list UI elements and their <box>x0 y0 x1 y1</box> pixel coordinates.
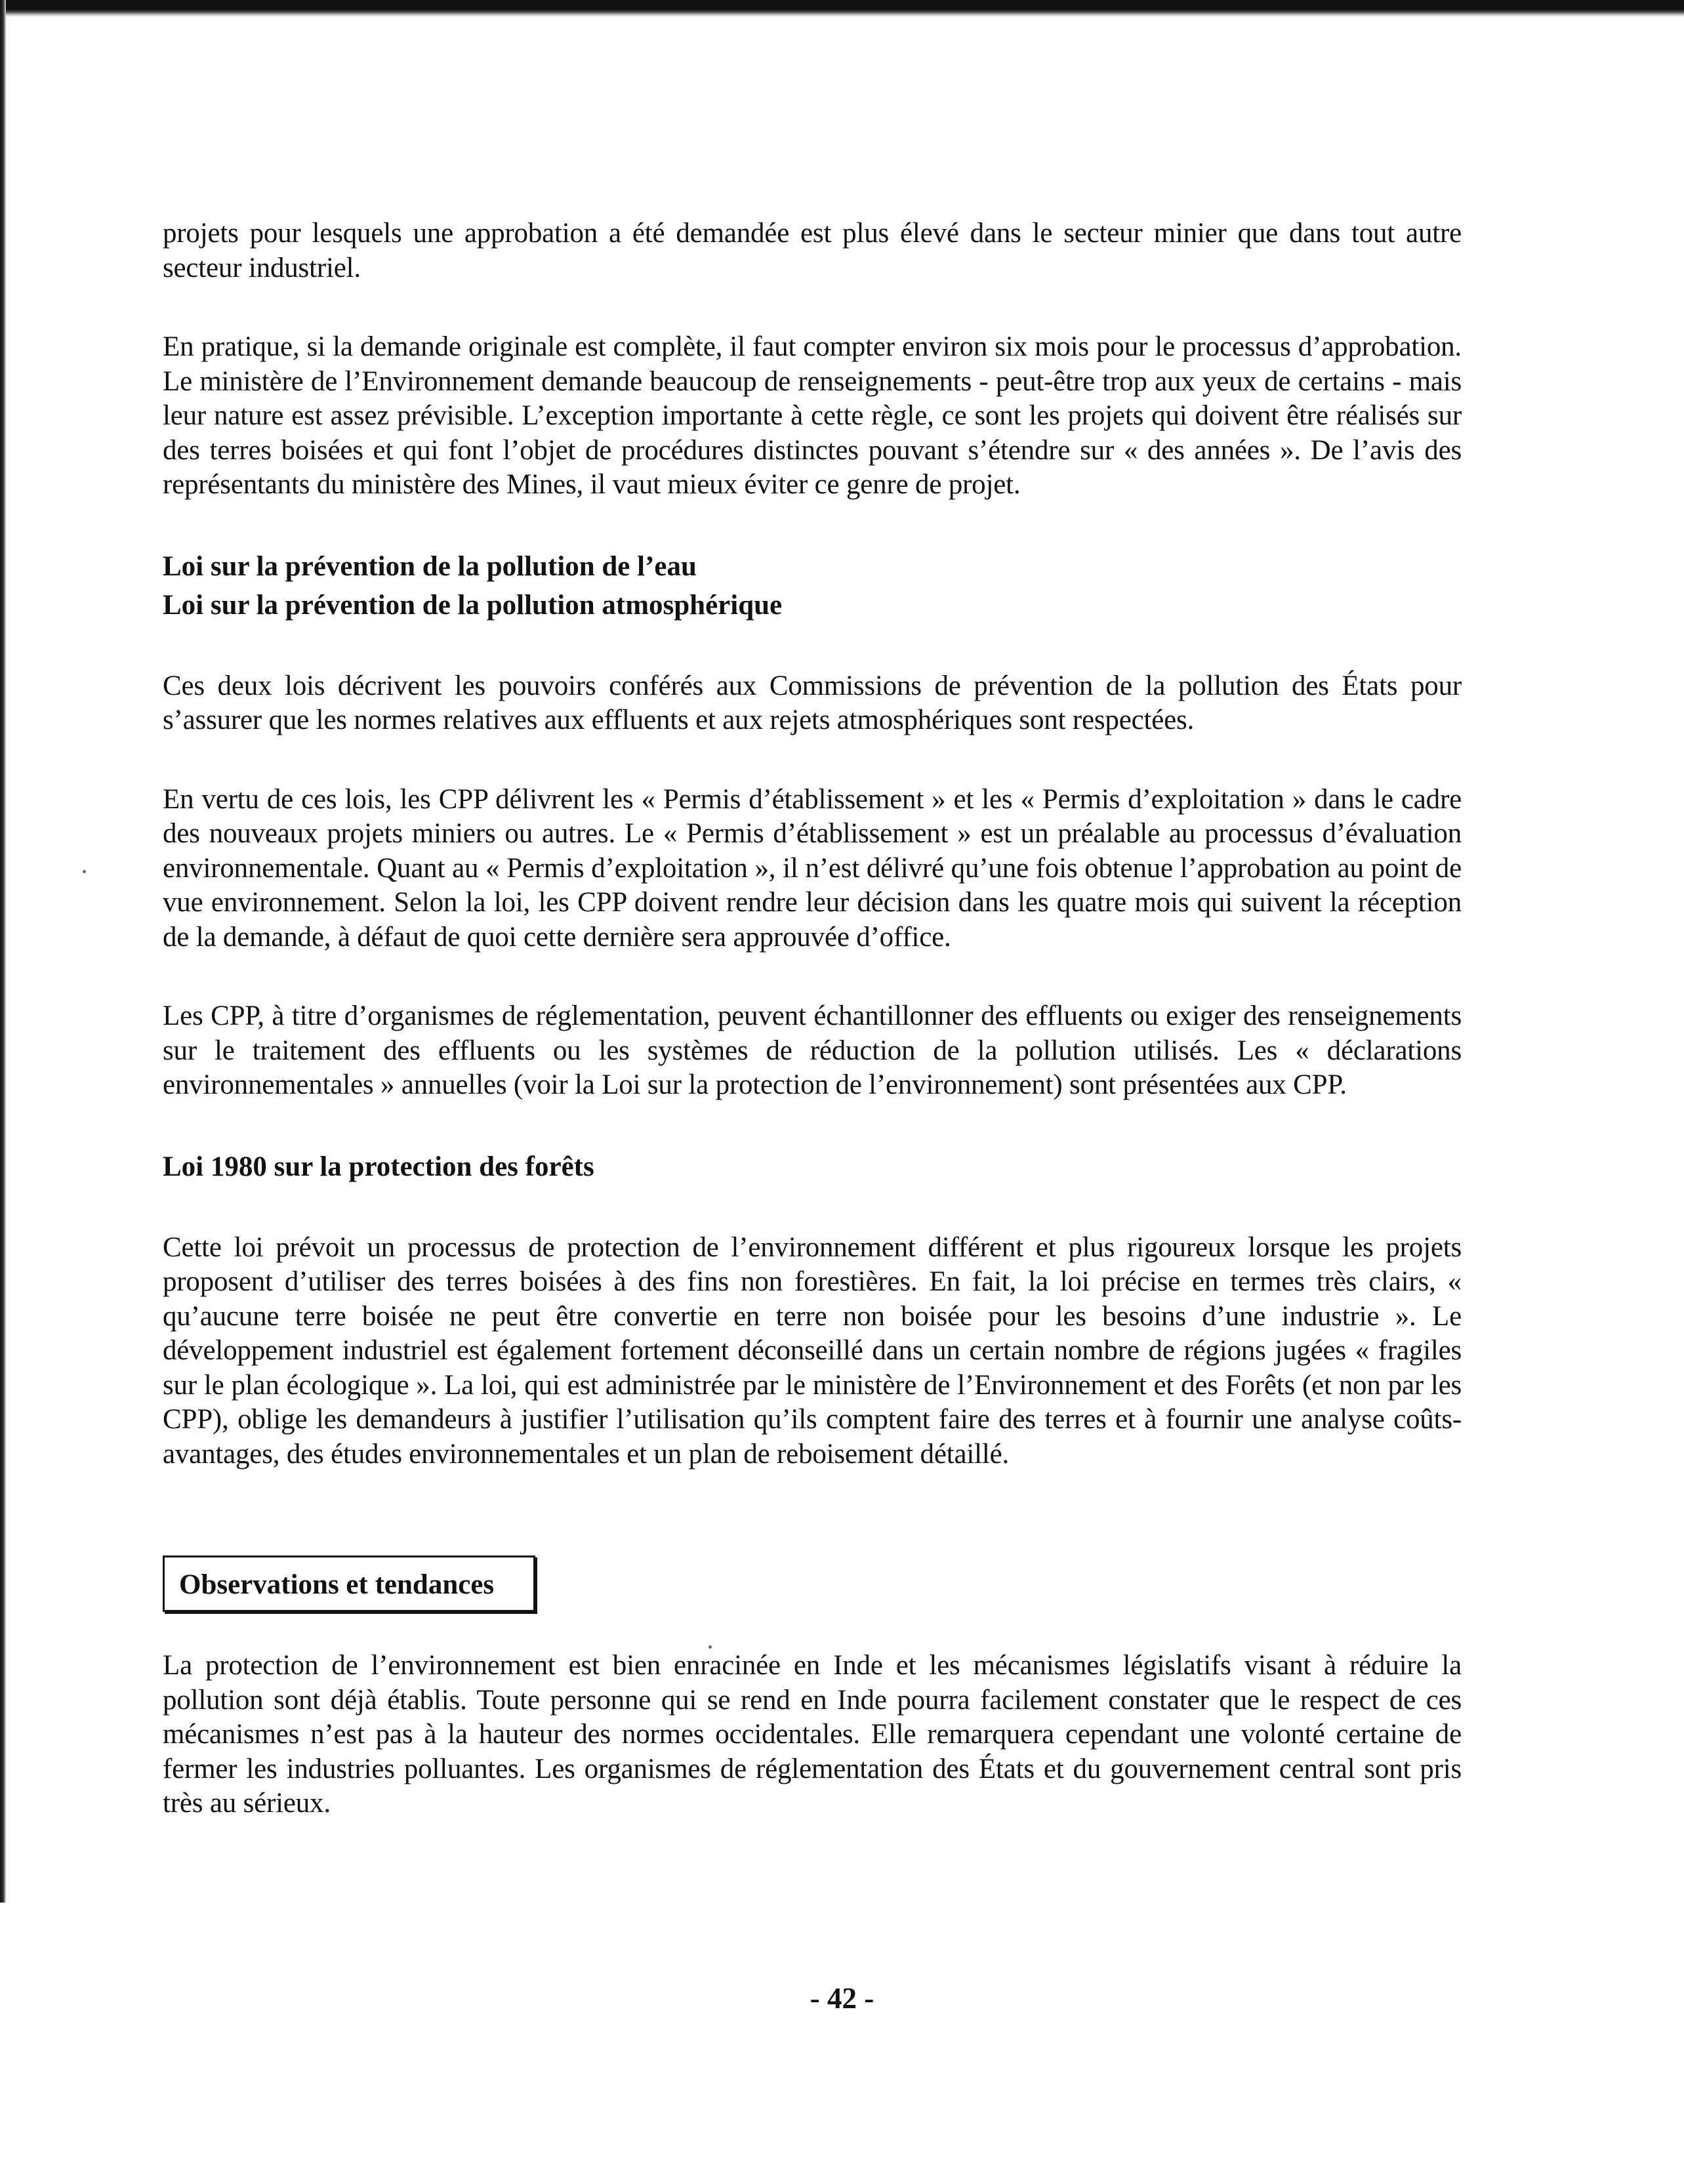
heading-water-law: Loi sur la prévention de la pollution de l’eau <box>163 550 697 582</box>
heading-observations-box: Observations et tendances <box>163 1556 535 1612</box>
heading-forest-law: Loi 1980 sur la protection des forêts <box>163 1151 594 1182</box>
paragraph-pollution-laws: Ces deux lois décrivent les pouvoirs conférés aux Commissions de prévention de la pollution des États pour s’assurer que les normes relatives aux effluents et aux rejets atmosphériques sont respectées. <box>163 670 1462 735</box>
scan-speck <box>83 870 86 873</box>
paragraph-permits: En vertu de ces lois, les CPP délivrent les « Permis d’établissement » et les « Permis d’exploitation » dans le cadre des nouveaux projets miniers ou autres. Le « Permis d’établissement » est un préalable au processus d’évaluation environnementale. Quant au « Permis d’exploitation », il n’est délivré qu’une fois obtenue l’approbation au point de vue environnement. Selon la loi, les CPP doivent rendre leur décision dans les quatre mois qui suivent la réception de la demande, à défaut de quoi cette dernière sera approuvée d’office. <box>163 783 1462 953</box>
paragraph-forest-law: Cette loi prévoit un processus de protection de l’environnement différent et plus rigoureux lorsque les projets proposent d’utiliser des terres boisées à des fins non forestières. En fait, la loi précise en termes très clairs, « qu’aucune terre boisée ne peut être convertie en terre non boisée pour les besoins d’une industrie ». Le développement industriel est également fortement déconseillé dans un certain nombre de régions jugées « fragiles sur le plan écologique ». La loi, qui est administrée par le ministère de l’Environnement et des Forêts (et non par les CPP), oblige les demandeurs à justifier l’utilisation qu’ils comptent faire des terres et à fournir une analyse coûts-avantages, des études environnementales et un plan de reboisement détaillé. <box>163 1231 1462 1470</box>
paragraph-approval-rate: projets pour lesquels une approbation a été demandée est plus élevé dans le secteur minier que dans tout autre secteur industriel. <box>163 218 1462 283</box>
paragraph-cpp-regulation: Les CPP, à titre d’organismes de réglementation, peuvent échantillonner des effluents ou exiger des renseignements sur le traitement des effluents ou les systèmes de réduction de la pollution utilisés. Les « déclarations environnementales » annuelles (voir la Loi sur la protection de l’environnement) sont présentées aux CPP. <box>163 1000 1462 1100</box>
paragraph-observations: La protection de l’environnement est bien enracinée en Inde et les mécanismes législatifs visant à réduire la pollution sont déjà établis. Toute personne qui se rend en Inde pourra facilement constater que le respect de ces mécanismes n’est pas à la hauteur des normes occidentales. Elle remarquera cependant une volonté certaine de fermer les industries polluantes. Les organismes de réglementation des États et du gouvernement central sont pris très au sérieux. <box>163 1650 1462 1819</box>
page-number: - 42 - <box>810 1982 874 2015</box>
paragraph-approval-process: En pratique, si la demande originale est complète, il faut compter environ six mois pour le processus d’approbation. Le ministère de l’Environnement demande beaucoup de renseignements - peut-être trop aux yeux de certains - mais leur nature est assez prévisible. L’exception importante à cette règle, ce sont les projets qui doivent être réalisés sur des terres boisées et qui font l’objet de procédures distinctes pouvant s’étendre sur « des années ». De l’avis des représentants du ministère des Mines, il vaut mieux éviter ce genre de projet. <box>163 331 1462 500</box>
scan-left-edge <box>0 0 6 1903</box>
observations-heading-wrap <box>163 1556 1462 1612</box>
heading-air-law: Loi sur la prévention de la pollution atmosphérique <box>163 589 783 621</box>
page-content <box>163 216 1462 1866</box>
scan-top-edge <box>0 0 1684 17</box>
pollution-laws-heading-group <box>163 547 1462 625</box>
